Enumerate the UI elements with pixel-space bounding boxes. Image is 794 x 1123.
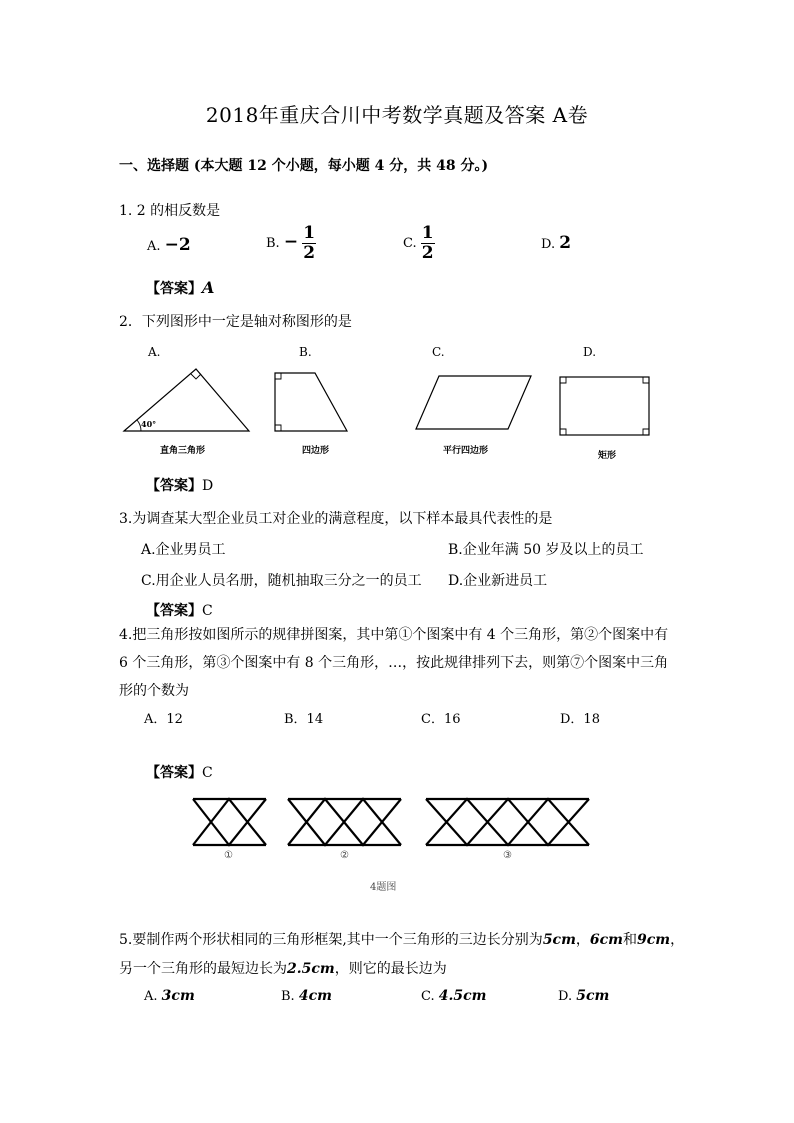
stem-text: ，则它的最长边为 (334, 961, 447, 977)
question-5-stem-line-2 (119, 958, 447, 978)
q4-option-a: A．12 (144, 712, 183, 727)
caption-quadrilateral: 四边形 (302, 446, 330, 456)
fraction-denominator: 2 (421, 243, 434, 263)
answer-value: C (202, 765, 213, 781)
q2-option-d-label: D. (583, 345, 597, 359)
length-value: 9cm (637, 932, 671, 948)
length-value: 2.5cm (287, 961, 335, 977)
figure-caption: 4题图 (370, 882, 397, 893)
stem-text: 另一个三角形的最短边长为 (119, 961, 287, 977)
q3-option-c: C.用企业人员名册，随机抽取三分之一的员工 (141, 573, 422, 589)
option-value: 5cm (576, 988, 610, 1004)
q3-option-a: A.企业男员工 (141, 542, 226, 558)
separator: 和 (623, 932, 637, 948)
pattern-3-label: ③ (503, 850, 512, 861)
option-label: B. (266, 236, 280, 251)
answer-value: A (202, 278, 215, 297)
option-label: D. (558, 989, 573, 1004)
separator: ， (575, 932, 590, 948)
pattern-2-label: ② (340, 850, 349, 861)
angle-label: 40° (141, 419, 157, 429)
q3-option-d: D.企业新进员工 (448, 573, 548, 589)
option-label: D. (541, 237, 556, 252)
q4-option-c: C．16 (421, 712, 461, 727)
question-2-stem: 2．下列图形中一定是轴对称图形的是 (119, 314, 352, 330)
option-value: 4cm (298, 988, 332, 1004)
q3-option-b: B.企业年满 50 岁及以上的员工 (448, 542, 644, 558)
option-value: 3cm (161, 988, 195, 1004)
q5-option-d (558, 988, 609, 1004)
pattern-3 (426, 799, 589, 845)
q4-option-d: D．18 (560, 712, 600, 727)
q5-option-b (281, 988, 332, 1004)
answer-label: 【答案】 (146, 478, 202, 494)
option-label: B. (281, 989, 295, 1004)
caption-right-triangle: 直角三角形 (160, 446, 206, 456)
question-1-stem: 1. 2 的相反数是 (119, 203, 221, 219)
pattern-1 (193, 799, 266, 845)
question-5-stem-line-1 (119, 929, 684, 949)
fraction-numerator: 1 (421, 223, 434, 243)
option-label: C. (421, 989, 435, 1004)
option-sign: − (283, 232, 299, 252)
option-value: −2 (164, 235, 191, 255)
answer-label: 【答案】 (146, 281, 202, 297)
caption-rectangle: 矩形 (598, 451, 617, 461)
q5-option-a (144, 988, 195, 1004)
q4-option-b: B．14 (284, 712, 324, 727)
option-value: 2 (559, 233, 572, 253)
question-4-stem-line-3: 形的个数为 (119, 683, 189, 699)
length-value: 5cm (542, 932, 576, 948)
question-4-stem-line-1: 4.把三角形按如图所示的规律拼图案，其中第①个图案中有 4 个三角形，第②个图案中有 (119, 627, 669, 643)
fraction-numerator: 1 (303, 223, 316, 243)
option-value: 4.5cm (438, 988, 487, 1004)
answer-label: 【答案】 (146, 603, 202, 619)
option-label: C. (403, 236, 417, 251)
separator: ， (670, 932, 685, 948)
q5-option-c (421, 988, 486, 1004)
q2-option-b-label: B. (299, 345, 312, 359)
length-value: 6cm (589, 932, 623, 948)
q2-option-c-label: C. (432, 345, 445, 359)
stem-text: 5.要制作两个形状相同的三角形框架,其中一个三角形的三边长分别为 (119, 932, 543, 948)
question-4-stem-line-2: 6 个三角形，第③个图案中有 8 个三角形，…，按此规律排列下去，则第⑦个图案中三角 (119, 655, 669, 671)
section-header: 一、选择题 (本大题 12 个小题，每小题 4 分，共 48 分。) (119, 158, 489, 174)
fraction-denominator: 2 (303, 243, 316, 263)
pattern-2 (288, 799, 401, 845)
page-title: 2018年重庆合川中考数学真题及答案 A卷 (205, 103, 589, 127)
answer-value: C (202, 603, 213, 619)
option-label: A. (147, 239, 161, 254)
question-3-stem: 3.为调查某大型企业员工对企业的满意程度，以下样本最具代表性的是 (119, 511, 553, 527)
caption-parallelogram: 平行四边形 (443, 446, 489, 456)
option-label: A. (144, 989, 158, 1004)
q2-option-a-label: A. (148, 345, 161, 359)
pattern-1-label: ① (224, 850, 233, 861)
answer-label: 【答案】 (146, 765, 202, 781)
answer-value: D (202, 478, 214, 494)
